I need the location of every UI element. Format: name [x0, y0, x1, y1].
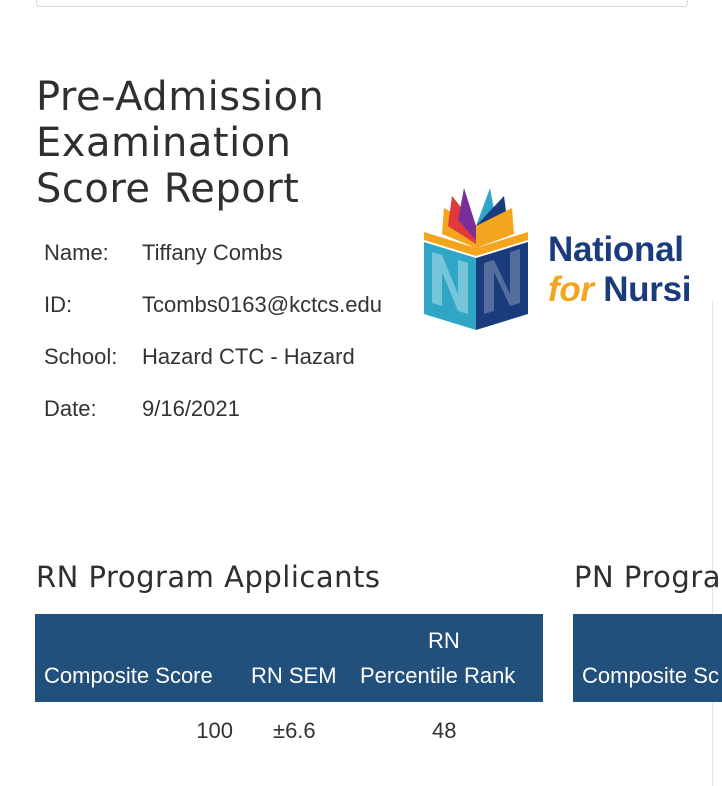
panel-divider — [712, 300, 713, 786]
logo-line-1: National — [548, 230, 684, 269]
date-value: 9/16/2021 — [142, 396, 240, 421]
rn-section-title: RN Program Applicants — [36, 560, 381, 594]
logo-nursing: Nursi — [603, 270, 692, 309]
rn-composite-value: 100 — [196, 718, 233, 743]
rn-header-percentile: Percentile Rank — [360, 663, 516, 688]
rn-header-composite: Composite Score — [44, 663, 213, 688]
nln-logo — [418, 186, 722, 332]
rn-header-sem: RN SEM — [251, 663, 337, 688]
rn-sem-value: ±6.6 — [273, 718, 316, 743]
logo-line-2 — [548, 270, 691, 310]
rn-table-header — [35, 614, 543, 702]
name-value: Tiffany Combs — [142, 240, 283, 265]
id-value: Tcombs0163@kctcs.edu — [142, 292, 383, 317]
pn-table-header — [573, 614, 722, 702]
school-label: School: — [44, 344, 118, 369]
open-book-nn-monogram-icon — [418, 186, 538, 332]
title-line-2: Examination — [36, 120, 292, 166]
page-title — [36, 74, 324, 212]
pn-header-composite: Composite Sc — [582, 663, 719, 688]
title-line-1: Pre-Admission — [36, 74, 325, 120]
top-card-frame — [36, 0, 688, 7]
pn-section-title: PN Progra — [574, 560, 722, 594]
id-label: ID: — [44, 292, 73, 317]
logo-for: for — [548, 270, 594, 309]
rn-percentile-value: 48 — [432, 718, 457, 743]
name-label: Name: — [44, 240, 109, 265]
rn-header-percentile-top: RN — [428, 628, 460, 653]
date-label: Date: — [44, 396, 97, 421]
rn-table-row — [35, 702, 543, 758]
title-line-3: Score Report — [36, 166, 300, 212]
school-value: Hazard CTC - Hazard — [142, 344, 355, 369]
